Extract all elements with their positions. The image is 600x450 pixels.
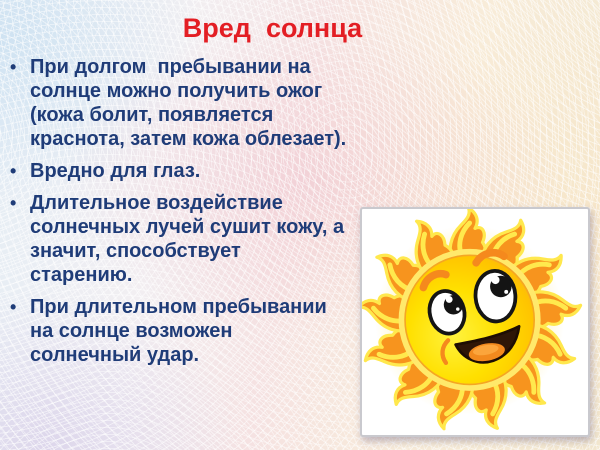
page-title: Вред солнца <box>182 13 363 43</box>
bullet-text: При длительном пребывании на солнце возможен солнечный удар. <box>30 296 333 366</box>
bullet-text: Вредно для глаз. <box>30 160 201 182</box>
list-item <box>6 159 544 183</box>
list-item <box>6 55 544 151</box>
bullet-text: При долгом пребывании на солнце можно получить ожог (кожа болит, появляется краснота, затем кожа облезает). <box>30 56 347 150</box>
list-item <box>6 295 352 367</box>
bullet-marker: • <box>10 193 17 213</box>
bullet-marker: • <box>10 297 17 317</box>
bullet-text: Длительное воздействие солнечных лучей сушит кожу, а значит, способствует старению. <box>30 192 350 286</box>
bullet-marker: • <box>10 161 17 181</box>
bullet-marker: • <box>10 57 17 77</box>
list-item <box>6 191 544 287</box>
slide-content <box>0 55 600 367</box>
